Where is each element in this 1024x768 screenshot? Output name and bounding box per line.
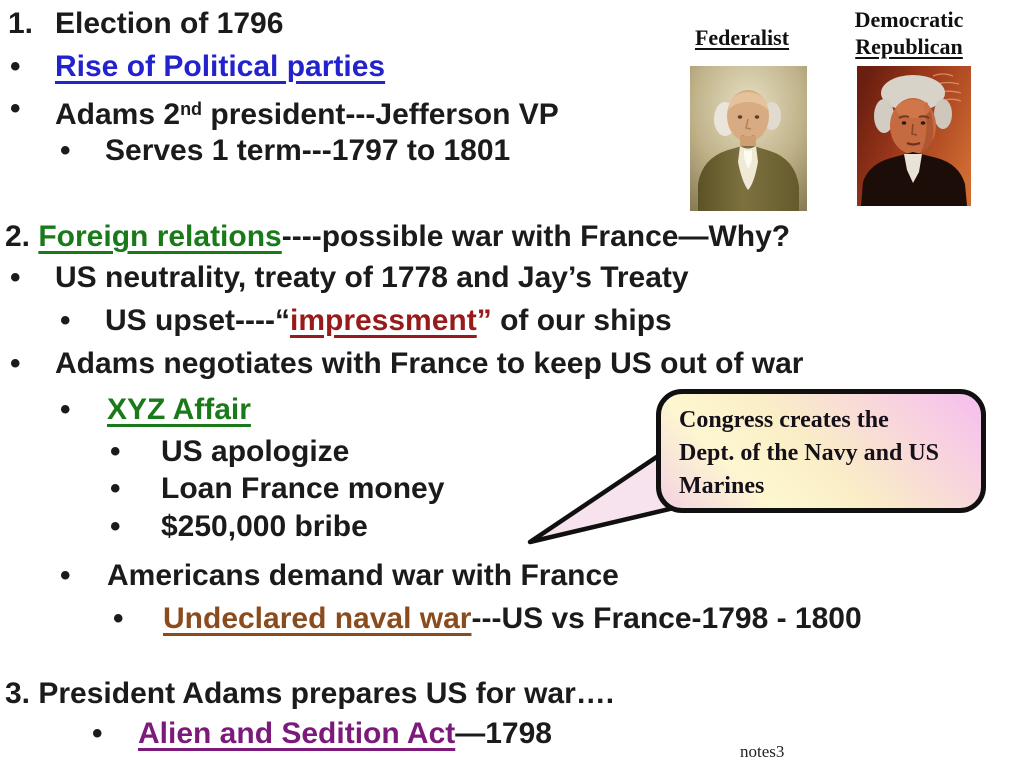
line-text — [0, 133, 510, 169]
democratic-label-text: Democratic — [854, 7, 964, 32]
slide-line — [0, 716, 1024, 752]
bullet-marker: • — [60, 393, 71, 426]
slide-line — [0, 260, 1024, 296]
line-text — [0, 260, 689, 296]
list-number: 1. — [8, 7, 34, 40]
slide-line — [0, 509, 1024, 545]
hyperlink-text[interactable]: impressment — [289, 304, 477, 337]
text-segment: US upset----“ — [105, 304, 290, 337]
hyperlink-text[interactable]: Undeclared naval war — [163, 602, 472, 635]
bullet-marker: • — [10, 261, 21, 294]
republican-label-text: Republican — [855, 34, 963, 59]
text-segment: $250,000 bribe — [161, 510, 368, 543]
text-segment: ----possible war with France—Why? — [281, 220, 791, 253]
bullet-marker: • — [110, 510, 121, 543]
bullet-marker: • — [10, 347, 21, 380]
slide-note: notes3 — [740, 742, 785, 761]
text-segment: of our ships — [491, 304, 672, 337]
line-text — [0, 49, 385, 85]
hyperlink-text[interactable]: Foreign relations — [38, 220, 282, 253]
slide-line — [0, 219, 1024, 255]
bullet-marker: • — [92, 717, 103, 750]
text-segment: US neutrality, treaty of 1778 and Jay’s Treaty — [55, 261, 689, 294]
text-segment: Loan France money — [161, 472, 445, 505]
bullet-marker: • — [60, 304, 71, 337]
line-text — [0, 219, 790, 255]
hyperlink-text[interactable]: XYZ Affair — [107, 393, 251, 426]
slide-line — [0, 601, 1024, 637]
john-adams-portrait — [690, 66, 807, 211]
text-segment: Adams 2 — [55, 98, 181, 131]
bullet-marker: • — [110, 472, 121, 505]
line-text — [0, 6, 283, 42]
line-text — [0, 392, 251, 428]
slide-line — [0, 676, 1024, 712]
hyperlink-text[interactable]: Alien and Sedition Act — [138, 717, 456, 750]
line-text — [0, 676, 614, 712]
line-text — [0, 91, 559, 133]
bullet-marker: • — [60, 134, 71, 167]
text-segment: ” — [476, 304, 492, 337]
federalist-label-text: Federalist — [694, 25, 790, 50]
text-segment: 3. President Adams prepares US for war…. — [5, 677, 615, 710]
bullet-marker: • — [110, 435, 121, 468]
slide-line — [0, 558, 1024, 594]
line-text — [0, 434, 349, 470]
federalist-label — [690, 24, 794, 51]
bullet-marker: • — [10, 92, 21, 125]
hyperlink-text[interactable]: Rise of Political parties — [55, 50, 386, 83]
text-segment: ---US vs France-1798 - 1800 — [471, 602, 862, 635]
text-segment: —1798 — [455, 717, 552, 750]
text-segment: president---Jefferson VP — [202, 98, 559, 131]
callout-text: Congress creates the Dept. of the Navy and US Marines — [679, 407, 940, 499]
text-segment: Americans demand war with France — [107, 559, 619, 592]
line-text — [0, 601, 862, 637]
line-text — [0, 509, 368, 545]
line-text — [0, 303, 672, 339]
line-text — [0, 716, 552, 752]
slide-line — [0, 303, 1024, 339]
line-text — [0, 346, 803, 382]
text-segment: nd — [180, 99, 203, 119]
text-segment: Election of 1796 — [55, 7, 284, 40]
democratic-republican-label — [846, 6, 972, 60]
line-text — [0, 558, 619, 594]
bullet-marker: • — [60, 559, 71, 592]
slide-line — [0, 346, 1024, 382]
text-segment: Adams negotiates with France to keep US out of war — [55, 347, 804, 380]
bullet-marker: • — [10, 50, 21, 83]
callout-bubble — [656, 389, 986, 513]
thomas-jefferson-portrait — [857, 66, 971, 206]
text-segment: 2. — [5, 220, 39, 253]
text-segment: US apologize — [161, 435, 350, 468]
bullet-marker: • — [113, 602, 124, 635]
line-text — [0, 471, 444, 507]
text-segment: Serves 1 term---1797 to 1801 — [105, 134, 511, 167]
